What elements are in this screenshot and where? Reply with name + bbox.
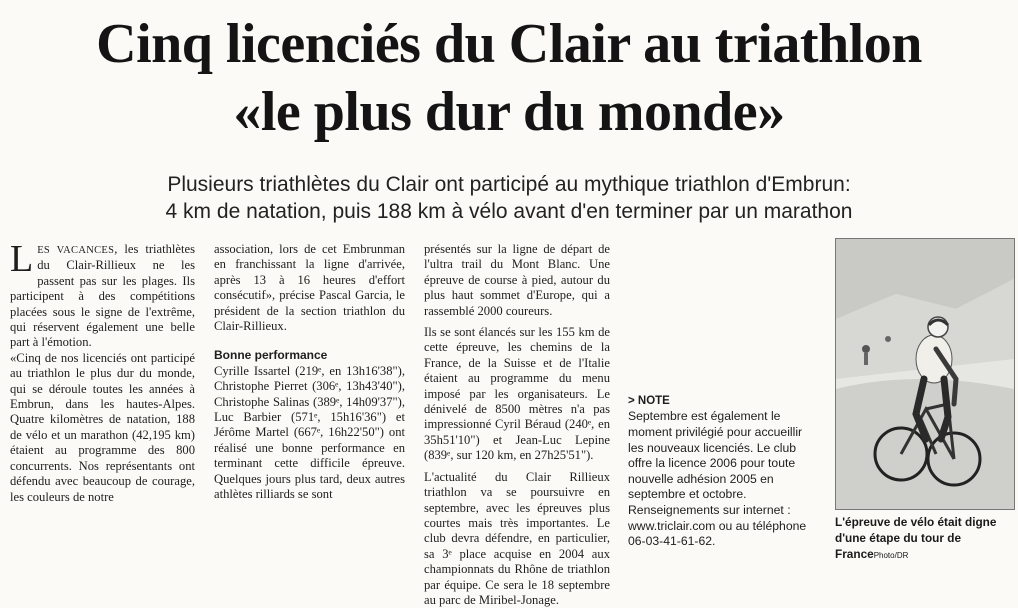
body-paragraph: association, lors de cet Embrunman en franchissant la ligne d'arrivée, après 13 à 16 heures d'effort consécutif», précise Pascal Garcia, le président de la section triathlon du Clair-Rillieux. xyxy=(214,242,405,334)
photo-credit: Photo/DR xyxy=(873,551,909,560)
article-column-1 xyxy=(10,238,195,577)
body-paragraph: L'actualité du Clair Rillieux triathlon va se poursuivre en septembre, avec les épreuves plus courtes mais très importantes. Le club devra défendre, en particulier, sa 3ᵉ place acquise en 2004 aux championnats du Rhône de triathlon par équipe. Ce sera le 18 septembre au parc de Miribel-Jonage. xyxy=(424,469,610,607)
lead-smallcaps: ES VACANCES xyxy=(37,245,115,256)
caption-text: L'épreuve de vélo était digne d'une étape du tour de France xyxy=(835,515,997,561)
subhead: Bonne performance xyxy=(214,348,328,363)
deck-line-1: Plusieurs triathlètes du Clair ont participé au mythique triathlon d'Embrun: xyxy=(167,173,851,196)
headline-line-1: Cinq licenciés du Clair au triathlon xyxy=(96,13,922,75)
body-paragraph: Ils se sont élancés sur les 155 km de cette épreuve, les chemins de la France, de la Suisse et de l'Italie étaient au programme du menu imposé par les organisateurs. Le dénivelé de 8500 mètres n'a pas impressionné Cyril Béraud (240ᵉ, en 35h51'10") et Jean-Luc Lepine (839ᵉ, sur 120 km, en 27h25'51"). xyxy=(424,325,610,463)
lead-paragraph xyxy=(10,238,195,351)
note-heading: > NOTE xyxy=(628,395,670,407)
article-column-3 xyxy=(424,242,610,607)
article-column-4 xyxy=(628,242,816,577)
drop-cap: L xyxy=(10,238,34,280)
deck-line-2: 4 km de natation, puis 188 km à vélo avant d'en terminer par un marathon xyxy=(165,200,853,223)
photo-caption xyxy=(835,514,1015,564)
cyclist-photo xyxy=(835,238,1015,510)
cyclist-illustration xyxy=(836,239,1014,509)
note-paragraph: Septembre est également le moment privilégié pour accueillir les nouveaux licenciés. Le club offre la licence 2006 pour toute nouvelle adhésion 2005 en septembre et octobre. xyxy=(628,409,803,502)
body-paragraph: présentés sur la ligne de départ de l'ultra trail du Mont Blanc. Une épreuve de course à pied, autour du plus haut sommet d'Europe, qui a rassemblé 2000 coureurs. xyxy=(424,242,610,318)
article-column-2 xyxy=(214,242,405,577)
note-contact: Renseignements sur internet : www.triclair.com ou au téléphone 06-03-41-61-62. xyxy=(628,502,807,549)
headline-line-2: «le plus dur du monde» xyxy=(233,81,785,143)
quote-paragraph: «Cinq de nos licenciés ont participé au triathlon le plus dur du monde, qui se déroule toutes les années à Embrun, dans les hautes-Alpes. Quatre kilomètres de natation, 188 de vélo et un marathon (42,195 km) étaient au programme des 800 concurrents. Nos représentants ont défendu avec beaucoup de courage, les couleurs de notre xyxy=(10,350,195,504)
results-paragraph: Cyrille Issartel (219ᵉ, en 13h16'38"), Christophe Pierret (306ᵉ, 13h43'40"), Christophe Salinas (389ᵉ, 14h09'37"), Luc Barbier (571ᵉ, 15h16'36") et Jérôme Martel (667ᵉ, 16h22'50") ont réalisé une bonne performance en terminant cette difficile épreuve. Quelques jours plus tard, deux autres athlètes rilliards se sont xyxy=(214,363,405,502)
lead-text: , les triathlètes du Clair-Rillieux ne les passent pas sur les plages. Ils participent à des compétitions placées sous le signe de l'extrême, qui réservent également une belle part à l'émotion. xyxy=(10,242,195,350)
